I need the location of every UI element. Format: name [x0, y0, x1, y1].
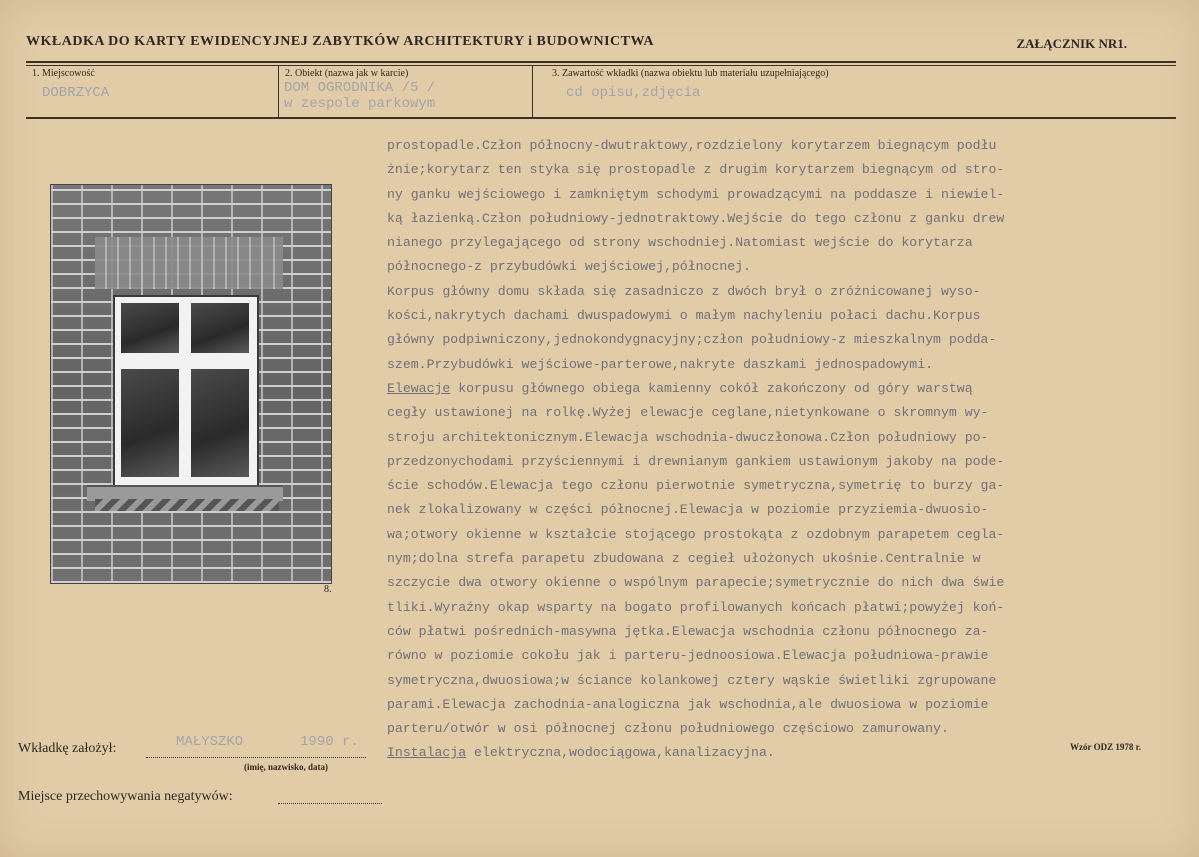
text-line: szem.Przybudówki wejściowe-parterowe,nakryte daszkami jednospadowymi. — [387, 356, 934, 372]
text-line: ście schodów.Elewacja tego członu pierwotnie symetryczna,symetrię to burzy ga- — [387, 478, 1005, 494]
object-value-line1: DOM OGRODNIKA /5 / — [284, 80, 436, 96]
text-line: ką łazienką.Człon południowy-jednotraktowy.Wejście do tego członu z ganku drew — [387, 210, 1005, 226]
field-divider-2 — [532, 65, 533, 117]
object-value-line2: w zespole parkowym — [284, 96, 436, 112]
author-label: Wkładkę założył: — [18, 741, 117, 756]
field-divider-1 — [278, 65, 279, 117]
storage-dotted-line — [278, 803, 382, 804]
text-line: Korpus główny domu składa się zasadniczo z dwóch brył o zróżnicowanej wyso- — [387, 283, 981, 299]
sheet-title: WKŁADKA DO KARTY EWIDENCYJNEJ ZABYTKÓW ARCHITEKTURY i BUDOWNICTWA — [26, 34, 655, 49]
description-text — [387, 134, 1177, 766]
author-name: MAŁYSZKO — [176, 734, 244, 750]
window-frame — [113, 295, 259, 489]
annex-number: ZAŁĄCZNIK NR1. — [1016, 36, 1127, 51]
window-pane-bottom-right — [191, 369, 249, 477]
text-line: równo w poziomie cokołu jak i parteru-jednoosiowa.Elewacja południowa-prawie — [387, 648, 989, 664]
photo-number: 8. — [324, 584, 332, 595]
text-line: stroju architektonicznym.Elewacja wschodnia-dwuczłonowa.Człon południowy po- — [387, 429, 989, 445]
underlined-word: Instalacja — [387, 745, 467, 761]
underlined-word: Elewacje — [387, 380, 451, 396]
locality-value: DOBRZYCA — [42, 85, 110, 101]
window-photo — [50, 184, 332, 584]
fields-bottom-rule — [26, 117, 1176, 119]
author-dotted-line — [146, 757, 366, 758]
text-line: ców płatwi pośrednich-masywna jętka.Elewacja wschodnia członu północnego za- — [387, 623, 989, 639]
text-line: nym;dolna strefa parapetu zbudowana z cegieł ułożonych ukośnie.Centralnie w — [387, 551, 981, 567]
text-line: przedzonychodami przyściennymi i drewnianym gankiem ustawionym jakoby na pode- — [387, 453, 1005, 469]
text-line-elewacje: Elewacje korpusu głównego obiega kamienny cokół zakończony od góry warstwą — [387, 380, 973, 396]
text-line-instalacja: Instalacja elektryczna,wodociągowa,kanalizacyjna. — [387, 745, 775, 761]
text-line: główny podpiwniczony,jednokondygnacyjny;człon południowy-z mieszkalnym podda- — [387, 332, 997, 348]
header-rule-thin — [26, 65, 1176, 66]
text-line: żnie;korytarz ten styka się prostopadle z drugim korytarzem biegnącym od stro- — [387, 162, 1005, 178]
header-rule — [26, 61, 1176, 63]
text-line: ny ganku wejściowego i zamkniętym schodymi prowadzącymi na poddasze i niewiel- — [387, 186, 1005, 202]
text-line: szczycie dwa otwory okienne o wspólnym parapecie;symetrycznie do nich dwa świe — [387, 575, 1005, 591]
storage-label: Miejsce przechowywania negatywów: — [18, 789, 233, 804]
window-pane-top-left — [121, 303, 179, 353]
brick-lintel — [95, 237, 283, 289]
author-year: 1990 r. — [300, 734, 359, 750]
window-pane-bottom-left — [121, 369, 179, 477]
form-code: Wzór ODZ 1978 r. — [1070, 742, 1141, 752]
text-line: nek zlokalizowany w części północnej.Elewacja w poziomie przyziemia-dwuosio- — [387, 502, 989, 518]
text-line: parami.Elewacja zachodnia-analogiczna jak wschodnia,ale dwuosiowa w poziomie — [387, 696, 989, 712]
text-line: symetryczna,dwuosiowa;w ściance kolankowej cztery wąskie świetliki zgrupowane — [387, 672, 997, 688]
locality-label: 1. Miejscowość — [32, 68, 95, 79]
window-pane-top-right — [191, 303, 249, 353]
text-line: prostopadle.Człon północny-dwutraktowy,rozdzielony korytarzem biegnącym podłu — [387, 138, 997, 153]
text-line: tliki.Wyraźny okap wsparty na bogato profilowanych końcach płatwi;powyżej koń- — [387, 599, 1005, 615]
contents-label: 3. Zawartość wkładki (nazwa obiektu lub materiału uzupełniającego) — [552, 68, 829, 79]
sill-diagonal-bricks — [95, 499, 279, 511]
object-label: 2. Obiekt (nazwa jak w karcie) — [285, 68, 409, 79]
text-line: parteru/otwór w osi północnej członu południowego częściowo zamurowany. — [387, 721, 949, 737]
contents-value: cd opisu,zdjęcia — [566, 85, 701, 101]
text-line: północnego-z przybudówki wejściowej,północnej. — [387, 259, 752, 275]
text-line: cegły ustawionej na rolkę.Wyżej elewacje ceglane,nietynkowane o skromnym wy- — [387, 405, 989, 421]
text-line: nianego przylegającego od strony wschodniej.Natomiast wejście do korytarza — [387, 235, 973, 251]
author-sub-label: (imię, nazwisko, data) — [244, 762, 328, 772]
text-line: wa;otwory okienne w kształcie stojącego prostokąta z ozdobnym parapetem cegla- — [387, 526, 1005, 542]
text-line: kości,nakrytych dachami dwuspadowymi o małym nachyleniu połaci dachu.Korpus — [387, 308, 981, 324]
